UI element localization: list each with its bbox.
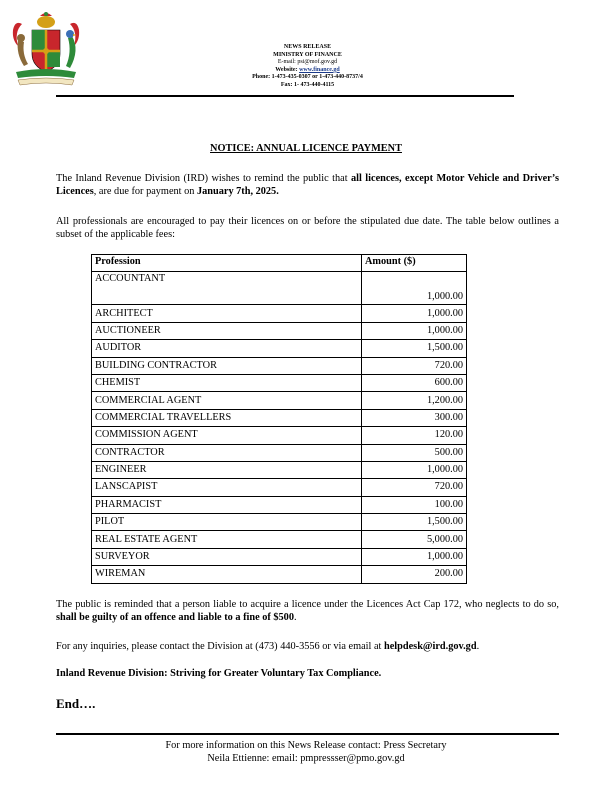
header-line-news-release: NEWS RELEASE bbox=[283, 44, 332, 50]
header-line-ministry: MINISTRY OF FINANCE bbox=[273, 51, 342, 58]
profession-cell: ACCOUNTANT bbox=[92, 272, 362, 305]
amount-cell: 1,000.00 bbox=[362, 548, 467, 565]
table-row bbox=[92, 322, 467, 339]
profession-cell: COMMISSION AGENT bbox=[92, 427, 362, 444]
footer-divider bbox=[56, 733, 559, 735]
table-row bbox=[92, 444, 467, 461]
penalty-paragraph bbox=[56, 598, 559, 624]
table-row bbox=[92, 357, 467, 374]
profession-cell: PILOT bbox=[92, 514, 362, 531]
website-label: Website: bbox=[275, 66, 300, 73]
amount-cell: 120.00 bbox=[362, 427, 467, 444]
profession-cell: REAL ESTATE AGENT bbox=[92, 531, 362, 548]
amount-cell: 1,000.00 bbox=[362, 305, 467, 322]
intro-text-licences: all licences, except Motor Vehicle and Driver’s Licences bbox=[56, 173, 559, 197]
news-release-header bbox=[180, 44, 435, 90]
table-row bbox=[92, 305, 467, 322]
profession-cell: CHEMIST bbox=[92, 374, 362, 391]
table-row bbox=[92, 548, 467, 565]
footer-line-contact: Neila Ettienne: email: pmpressser@pmo.gov.gd bbox=[207, 753, 405, 764]
penalty-text-fine: shall be guilty of an offence and liable to a fine of $500 bbox=[56, 612, 294, 623]
helpdesk-email-link[interactable]: helpdesk@ird.gov.gd bbox=[384, 641, 477, 652]
contact-paragraph bbox=[56, 640, 559, 653]
profession-cell: LANSCAPIST bbox=[92, 479, 362, 496]
table-row bbox=[92, 374, 467, 391]
header-website bbox=[180, 67, 435, 75]
penalty-text-c: . bbox=[293, 612, 297, 623]
amount-cell: 1,000.00 bbox=[362, 272, 467, 305]
table-row bbox=[92, 496, 467, 513]
table-row bbox=[92, 409, 467, 426]
contact-text-a: For any inquiries, please contact the Division at (473) 440-3556 or via email at bbox=[56, 641, 384, 652]
amount-cell: 1,500.00 bbox=[362, 340, 467, 357]
amount-cell: 300.00 bbox=[362, 409, 467, 426]
end-marker: End…. bbox=[56, 696, 96, 711]
table-row bbox=[92, 340, 467, 357]
profession-cell: ENGINEER bbox=[92, 461, 362, 478]
intro-text-date: January 7th, 2025. bbox=[196, 186, 279, 197]
header-profession: Profession bbox=[92, 255, 362, 272]
amount-cell: 1,200.00 bbox=[362, 392, 467, 409]
amount-cell: 5,000.00 bbox=[362, 531, 467, 548]
amount-cell: 1,000.00 bbox=[362, 322, 467, 339]
amount-cell: 600.00 bbox=[362, 374, 467, 391]
contact-text-c: . bbox=[476, 641, 480, 652]
penalty-text-a: The public is reminded that a person liable to acquire a licence under the Licences Act Cap 172, who neglects to do so, bbox=[56, 599, 559, 610]
amount-cell: 100.00 bbox=[362, 496, 467, 513]
table-row bbox=[92, 479, 467, 496]
header-phone: Phone: 1-473-435-0307 or 1-473-440-8737/4 bbox=[252, 74, 363, 81]
profession-cell: WIREMAN bbox=[92, 566, 362, 583]
coat-of-arms-icon bbox=[10, 10, 82, 88]
table-row bbox=[92, 531, 467, 548]
profession-cell: CONTRACTOR bbox=[92, 444, 362, 461]
profession-cell: ARCHITECT bbox=[92, 305, 362, 322]
table-row bbox=[92, 514, 467, 531]
table-row bbox=[92, 272, 467, 305]
profession-cell: SURVEYOR bbox=[92, 548, 362, 565]
table-row bbox=[92, 392, 467, 409]
header-email: E-mail: psi@mof.gov.gd bbox=[277, 59, 338, 66]
profession-cell: COMMERCIAL TRAVELLERS bbox=[92, 409, 362, 426]
amount-cell: 500.00 bbox=[362, 444, 467, 461]
intro-paragraph bbox=[56, 172, 559, 198]
intro-text-c: , are due for payment on bbox=[93, 186, 197, 197]
table-row bbox=[92, 566, 467, 583]
fees-table bbox=[91, 254, 467, 584]
amount-cell: 200.00 bbox=[362, 566, 467, 583]
profession-cell: AUCTIONEER bbox=[92, 322, 362, 339]
footer bbox=[0, 739, 612, 765]
amount-cell: 1,500.00 bbox=[362, 514, 467, 531]
profession-cell: PHARMACIST bbox=[92, 496, 362, 513]
header-divider bbox=[56, 95, 514, 97]
website-link[interactable]: www.finance.gd bbox=[299, 66, 340, 73]
amount-cell: 720.00 bbox=[362, 479, 467, 496]
notice-title: NOTICE: ANNUAL LICENCE PAYMENT bbox=[210, 143, 402, 154]
ird-slogan: Inland Revenue Division: Striving for Greater Voluntary Tax Compliance. bbox=[56, 668, 382, 679]
table-row bbox=[92, 427, 467, 444]
amount-cell: 720.00 bbox=[362, 357, 467, 374]
footer-line-press-secretary: For more information on this News Release contact: Press Secretary bbox=[165, 740, 447, 751]
profession-cell: COMMERCIAL AGENT bbox=[92, 392, 362, 409]
header-amount: Amount ($) bbox=[362, 255, 467, 272]
amount-cell: 1,000.00 bbox=[362, 461, 467, 478]
table-header-row bbox=[92, 255, 467, 272]
intro-text-a: The Inland Revenue Division (IRD) wishes to remind the public that bbox=[56, 173, 351, 184]
profession-cell: BUILDING CONTRACTOR bbox=[92, 357, 362, 374]
table-row bbox=[92, 461, 467, 478]
profession-cell: AUDITOR bbox=[92, 340, 362, 357]
encourage-paragraph: All professionals are encouraged to pay their licences on or before the stipulated due date. The table below outlines a subset of the applicable fees: bbox=[56, 216, 559, 240]
header-fax: Fax: 1- 473-440-4115 bbox=[280, 81, 335, 88]
